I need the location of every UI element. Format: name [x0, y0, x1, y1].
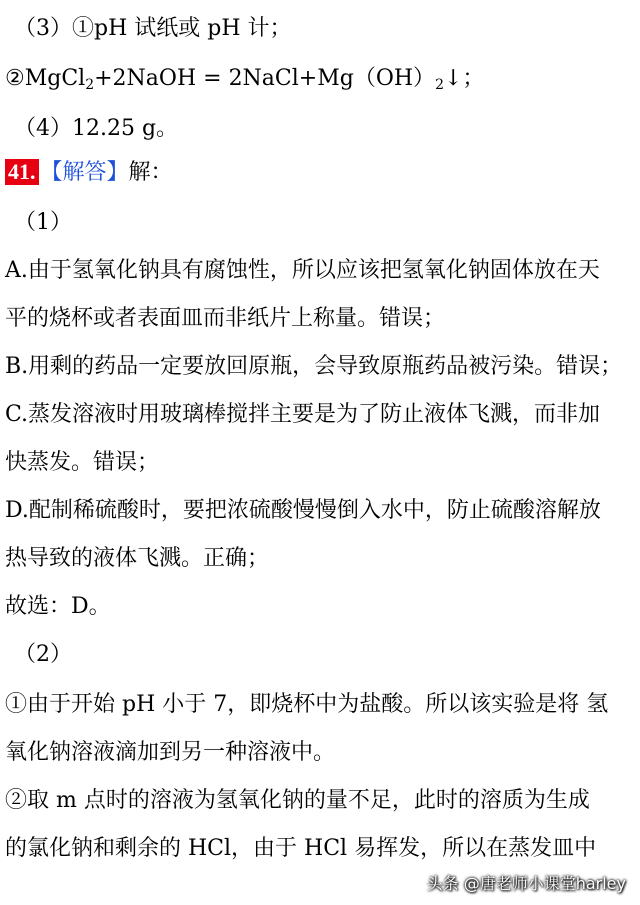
equation-part: ↓；	[443, 66, 485, 91]
answer-line-3: （3）①pH 试纸或 pH 计；	[14, 16, 292, 41]
equation-subscript: 2	[85, 77, 95, 93]
option-a-line-2: 平的烧杯或者表面皿而非纸片上称量。错误；	[5, 306, 446, 331]
watermark: 头条 @唐老师小课堂harley	[426, 874, 626, 893]
question-header	[5, 158, 173, 188]
equation-part: +2NaOH = 2NaCl+Mg（OH）	[94, 66, 436, 91]
part-2-line-2: 氧化钠溶液滴加到另一种溶液中。	[5, 740, 336, 765]
option-b-line: B.用剩的药品一定要放回原瓶，会导致原瓶药品被污染。错误；	[5, 354, 623, 379]
part-1-label: （1）	[14, 210, 72, 235]
answer-intro: 解：	[128, 160, 173, 185]
option-d-line-1: D.配制稀硫酸时，要把浓硫酸慢慢倒入水中，防止硫酸溶解放	[5, 498, 601, 523]
answer-choice: 故选：D。	[5, 594, 111, 619]
equation-subscript: 2	[435, 77, 444, 93]
part-2-line-4: 的氯化钠和剩余的 HCl，由于 HCl 易挥发，所以在蒸发皿中	[5, 836, 597, 861]
question-number: 41.	[5, 159, 39, 185]
equation-part: ②MgCl	[5, 66, 86, 91]
answer-tag: 【解答】	[40, 160, 129, 185]
answer-line-4: （4）12.25 g。	[14, 116, 179, 141]
option-c-line-2: 快蒸发。错误；	[5, 450, 160, 475]
option-c-line-1: C.蒸发溶液时用玻璃棒搅拌主要是为了防止液体飞溅，而非加	[5, 402, 601, 427]
option-a-line-1: A.由于氢氧化钠具有腐蚀性，所以应该把氢氧化钠固体放在天	[5, 258, 600, 283]
part-2-line-3: ②取 m 点时的溶液为氢氧化钠的量不足，此时的溶质为生成	[5, 788, 590, 813]
equation-line	[5, 64, 484, 94]
option-d-line-2: 热导致的液体飞溅。正确；	[5, 546, 270, 571]
part-2-label: （2）	[14, 642, 72, 667]
part-2-line-1: ①由于开始 pH 小于 7，即烧杯中为盐酸。所以该实验是将 氢	[5, 692, 609, 717]
